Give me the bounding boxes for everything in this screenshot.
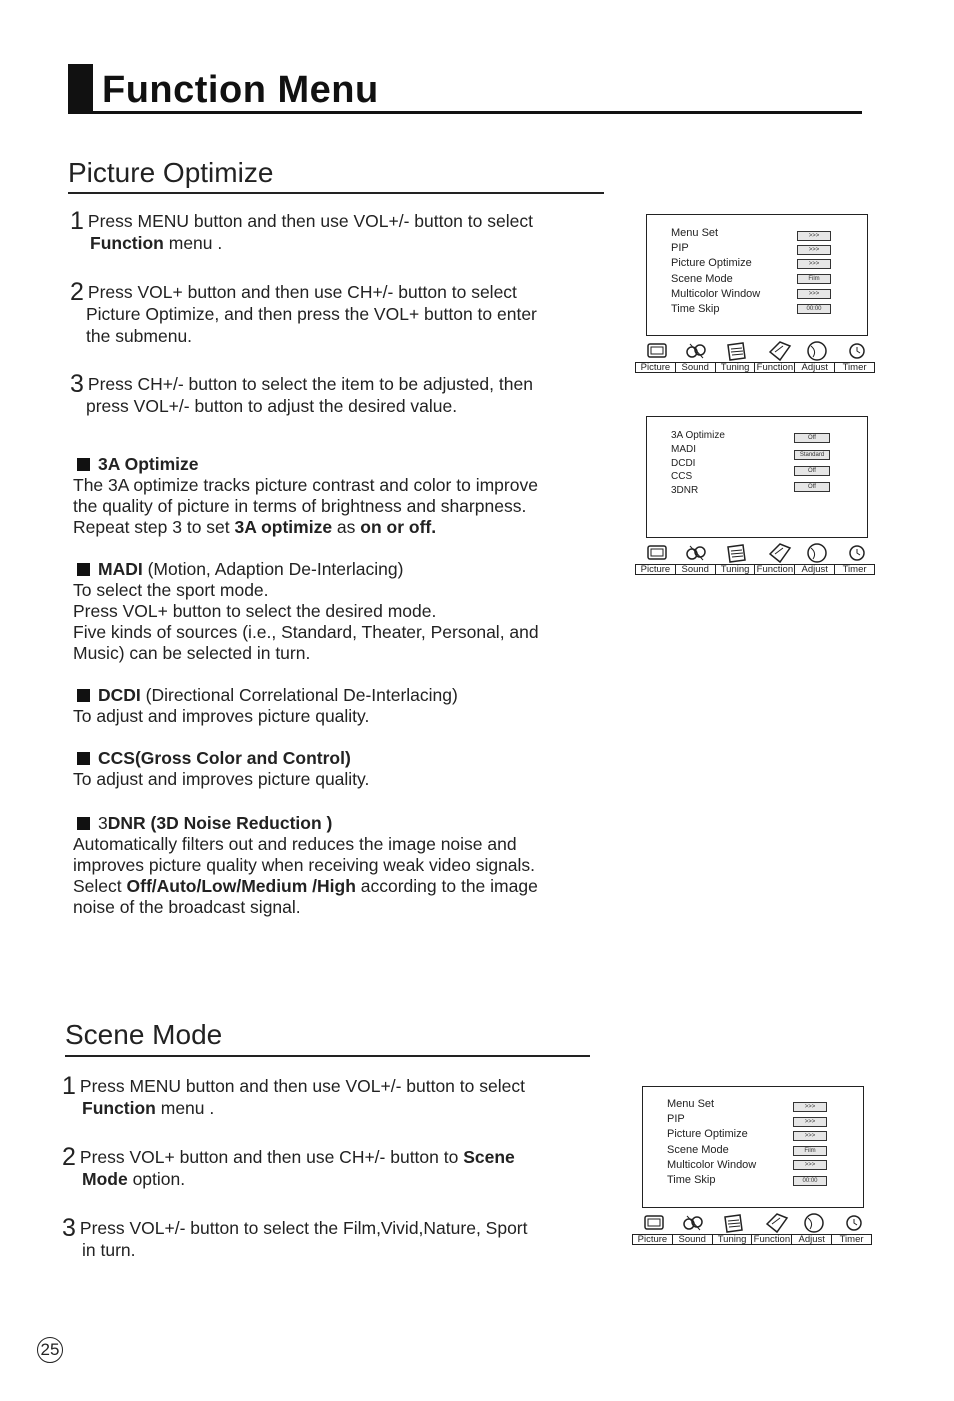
menu-item-list [671,226,760,317]
menu-value: >>> [793,1160,827,1170]
block-3dnr: 3DNR (3D Noise Reduction ) Automatically filters out and reduces the image noise and improves picture quality when receiving weak video signals. Select Off/Auto/Low/Medium /High according to the image noise of the broadcast signal. [73,813,538,917]
music-icon[interactable] [687,546,705,560]
tab-timer[interactable]: Timer [831,1235,871,1244]
tab-picture[interactable]: Picture [640,362,671,373]
menu-item-picture-optimize[interactable]: Picture Optimize [667,1128,748,1141]
menu-value: Standard [794,450,830,460]
music-icon[interactable] [684,1216,702,1230]
adjust-icon[interactable] [805,1214,823,1232]
menu-item-time-skip[interactable]: Time Skip [667,1174,716,1187]
menu-value: >>> [797,231,831,241]
menu-item-pip[interactable]: PIP [671,242,689,255]
function-menu-panel [646,214,868,336]
menu-value: >>> [793,1102,827,1112]
menu-value: 00:00 [793,1176,827,1186]
page-title: Function Menu [102,69,379,111]
menu-tab-bar [635,340,875,372]
tab-icons [632,1212,872,1234]
menu-item-ccs[interactable]: CCS [671,471,693,483]
tab-picture[interactable]: Picture [637,1234,668,1245]
bullet-square-icon [77,752,90,765]
section-underline [68,192,604,194]
menu-item-multicolor-window[interactable]: Multicolor Window [667,1158,757,1171]
tab-sound[interactable]: Sound [675,363,715,372]
menu-value: >>> [797,259,831,269]
tab-timer[interactable]: Timer [834,363,874,372]
tab-function[interactable]: Function [751,1235,791,1244]
adjust-icon[interactable] [808,544,826,562]
tab-tuning[interactable]: Tuning [712,1235,752,1244]
sm-step-1: 1 Press MENU button and then use VOL+/- button to select Function menu . [62,1072,525,1118]
tv-icon[interactable] [648,344,666,357]
block-3a-optimize: 3A Optimize The 3A optimize tracks picture contrast and color to improve the quality of picture in terms of brightness and sharpness. Repeat step 3 to set 3A optimize as on or off. [73,454,538,537]
tab-adjust[interactable]: Adjust [794,565,834,574]
menu-item-3dnr[interactable]: 3DNR [671,485,699,497]
adjust-icon[interactable] [808,342,826,360]
section-title-picture-optimize: Picture Optimize [68,157,274,188]
menu-item-picture-optimize[interactable]: Picture Optimize [671,257,752,270]
menu-value: Off [794,433,830,443]
menu-item-madi[interactable]: MADI [671,443,696,455]
section-underline [65,1055,590,1057]
tab-tuning[interactable]: Tuning [715,363,755,372]
picture-optimize-submenu-panel [646,416,868,538]
menu-item-time-skip[interactable]: Time Skip [671,303,720,316]
menu-item-list [667,1097,756,1188]
tab-adjust[interactable]: Adjust [791,1235,831,1244]
tab-adjust[interactable]: Adjust [794,363,834,372]
tab-tuning[interactable]: Tuning [715,565,755,574]
menu-item-menu-set[interactable]: Menu Set [667,1098,715,1110]
sm-step-3: 3 Press VOL+/- button to select the Film,Vivid,Nature, Sport in turn. [62,1214,528,1260]
tab-sound[interactable]: Sound [672,1235,712,1244]
function-icon[interactable] [770,342,790,360]
po-step-3: 3 Press CH+/- button to select the item to be adjusted, then press VOL+/- button to adjust the desired value. [70,370,533,416]
menu-value: >>> [793,1117,827,1127]
tuning-icon[interactable] [725,1215,742,1232]
music-icon[interactable] [687,344,705,358]
menu-value: Off [794,466,830,476]
timer-icon[interactable] [850,344,864,358]
menu-value: Film [797,274,831,284]
menu-item-dcdi[interactable]: DCDI [671,457,696,469]
section-title-scene-mode: Scene Mode [65,1019,223,1050]
tab-labels [635,564,875,575]
po-step-1: 1 Press MENU button and then use VOL+/- button to select Function menu . [70,207,533,253]
tab-timer[interactable]: Timer [834,565,874,574]
menu-item-menu-set[interactable]: Menu Set [671,227,719,239]
menu-value: Off [794,482,830,492]
menu-tab-bar [632,1212,872,1244]
block-madi: MADI (Motion, Adaption De-Interlacing) To select the sport mode. Press VOL+ button to select the desired mode. Five kinds of sources (i.e., Standard, Theater, Personal, and Music) can be selected in turn. [73,559,539,663]
tab-labels [635,362,875,373]
tv-icon[interactable] [645,1216,663,1229]
menu-tab-bar [635,542,875,574]
sm-step-2: 2 Press VOL+ button and then use CH+/- button to Scene Mode option. [62,1143,515,1189]
page-number: 25 [37,1337,63,1363]
menu-value: Film [793,1146,827,1156]
tab-labels [632,1234,872,1245]
bullet-square-icon [77,689,90,702]
menu-item-list [671,429,725,498]
tab-icons [635,542,875,564]
menu-item-multicolor-window[interactable]: Multicolor Window [671,287,761,300]
tuning-icon[interactable] [728,343,745,360]
tv-icon[interactable] [648,546,666,559]
header-underline [68,111,862,114]
tab-function[interactable]: Function [754,363,794,372]
timer-icon[interactable] [850,546,864,560]
tab-icons [635,340,875,362]
tab-sound[interactable]: Sound [675,565,715,574]
menu-value: 00:00 [797,304,831,314]
menu-item-3a-optimize[interactable]: 3A Optimize [671,430,725,441]
bullet-square-icon [77,563,90,576]
tuning-icon[interactable] [728,545,745,562]
tab-function[interactable]: Function [754,565,794,574]
menu-value: >>> [793,1131,827,1141]
header-bar [68,64,93,113]
block-dcdi: DCDI (Directional Correlational De-Interlacing) To adjust and improves picture quality. [73,685,458,726]
bullet-square-icon [77,817,90,830]
timer-icon[interactable] [847,1216,861,1230]
tab-picture[interactable]: Picture [640,564,671,575]
function-menu-panel-scene [642,1086,864,1208]
menu-item-scene-mode[interactable]: Scene Mode [667,1143,729,1156]
menu-item-scene-mode[interactable]: Scene Mode [671,272,733,285]
bullet-square-icon [77,458,90,471]
function-icon[interactable] [767,1214,787,1232]
menu-value: >>> [797,289,831,299]
po-step-2: 2 Press VOL+ button and then use CH+/- button to select Picture Optimize, and then press the VOL+ button to enter the submenu. [70,278,537,346]
function-icon[interactable] [770,544,790,562]
menu-value: >>> [797,245,831,255]
menu-item-pip[interactable]: PIP [667,1113,685,1126]
block-ccs: CCS(Gross Color and Control) To adjust and improves picture quality. [73,748,370,789]
